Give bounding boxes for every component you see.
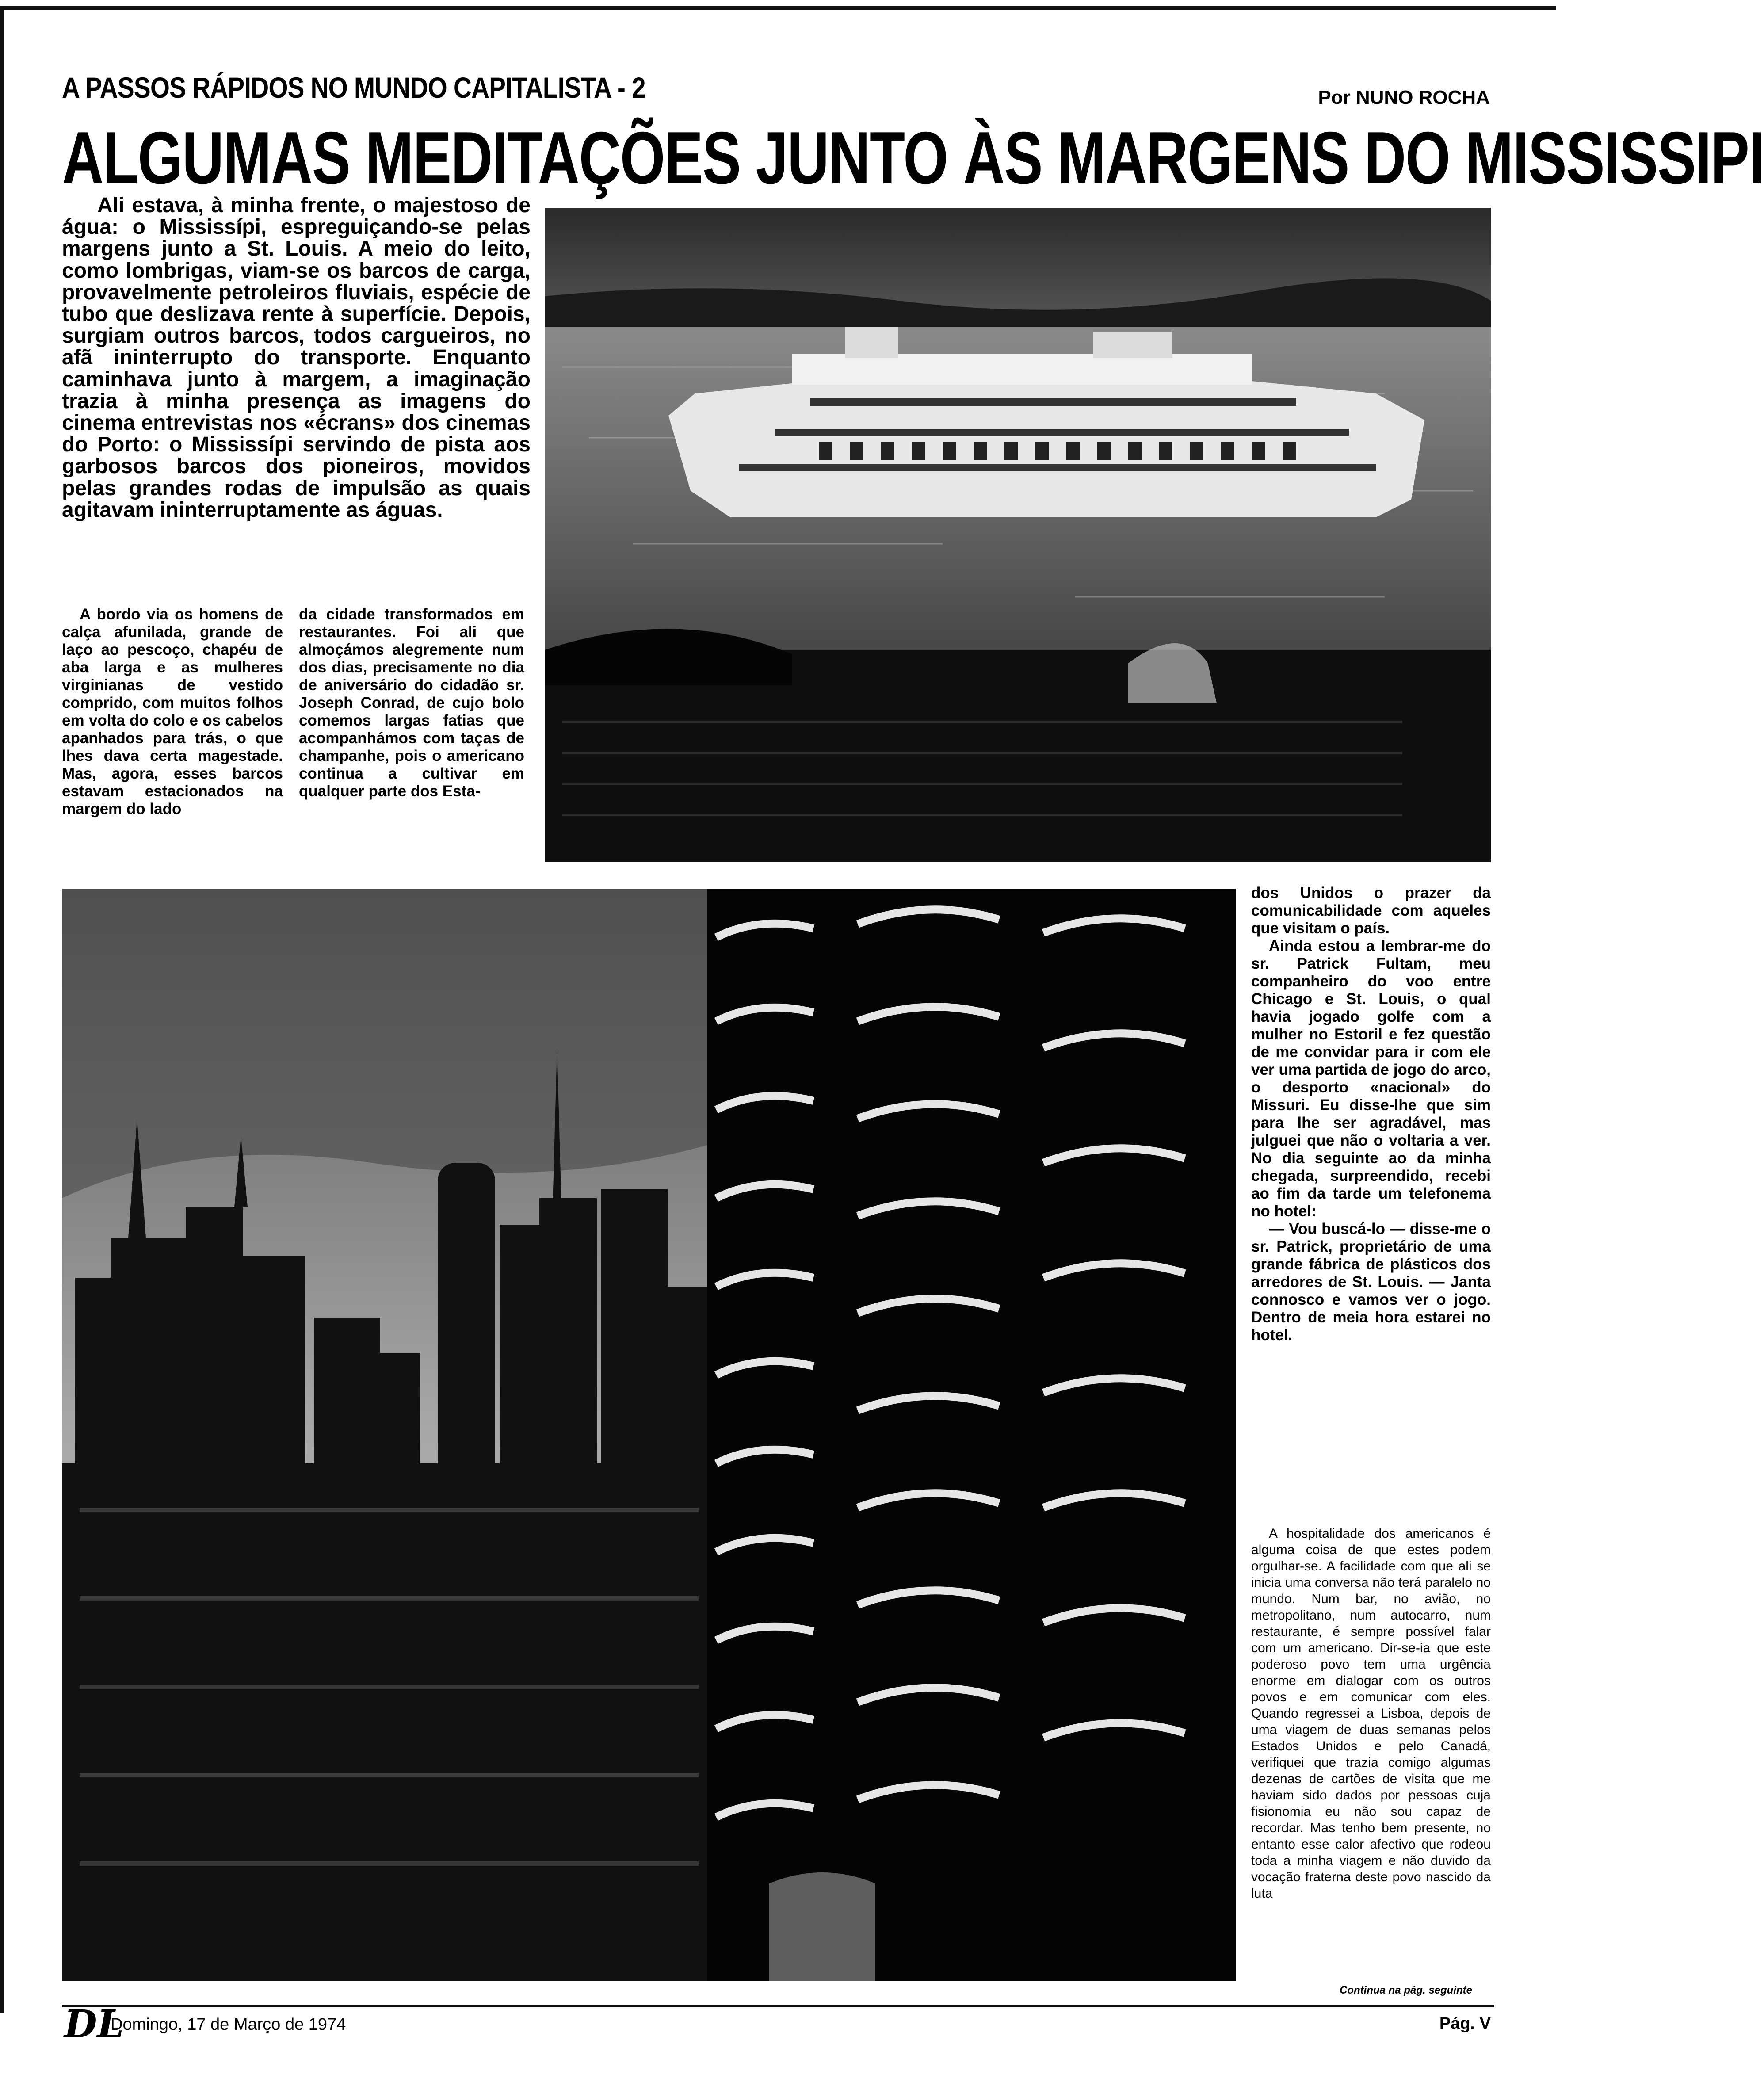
- column-4: [1251, 1525, 1491, 1902]
- issue-date: Domingo, 17 de Março de 1974: [111, 2015, 346, 2034]
- column-1: [62, 606, 283, 818]
- lead-text: Ali estava, à minha frente, o majestoso de água: o Mississípi, espreguiçando-se pelas margens junto a St. Louis. A meio do leito, como lombrigas, viam-se os barcos de carga, provavelmente petroleiros fluviais, espécie de tubo que deslizava rente à superfície. Depois, surgiam outros barcos, todos cargueiros, no afã ininterrupto do transporte. Enquanto caminhava junto à margem, a imaginação trazia à minha presença as imagens do cinema entrevistas nos «écrans» dos cinemas do Porto: o Mississípi servindo de pista aos garbosos barcos dos pioneiros, movidos pelas grandes rodas de impulsão as quais agitavam ininterruptamente as águas.: [62, 194, 531, 522]
- column-2: [299, 606, 524, 800]
- series-kicker: A PASSOS RÁPIDOS NO MUNDO CAPITALISTA - 2: [62, 71, 645, 104]
- riverboat-photo: [545, 208, 1491, 861]
- column-3-p3: — Vou buscá-lo — disse-me o sr. Patrick, proprietário de uma grande fábrica de plásticos dos arredores de St. Louis. — Janta connosco e vamos ver o jogo. Dentro de meia hora estarei no hotel.: [1251, 1220, 1491, 1344]
- footer-rule: [62, 2005, 1494, 2007]
- page-number: Pág. V: [1439, 2014, 1491, 2033]
- column-2-text: da cidade transformados em restaurantes. Foi ali que almoçámos alegremente num dos dias, precisamente no dia de aniversário do cidadão sr. Joseph Conrad, de cujo bolo comemos largas fatias que acompanhámos com taças de champanhe, pois o americano continua a cultivar em qualquer parte dos Esta-: [299, 606, 524, 800]
- top-border: [0, 6, 1556, 10]
- column-3-p2: Ainda estou a lembrar-me do sr. Patrick Fultam, meu companheiro do voo entre Chicago e St. Louis, o qual havia jogado golfe com a mulher no Estoril e fez questão de me convidar para ir com ele ver uma partida de jogo do arco, o desporto «nacional» do Missuri. Eu disse-lhe que sim para lhe ser agradável, mas julguei que não o voltaria a ver. No dia seguinte ao da minha chegada, surpreendido, recebi ao fim da tarde um telefonema no hotel:: [1251, 937, 1491, 1220]
- column-3: [1251, 884, 1491, 1344]
- newspaper-logo: DL: [64, 2002, 124, 2047]
- lead-paragraph: [62, 195, 531, 521]
- headline: ALGUMAS MEDITAÇÕES JUNTO ÀS MARGENS DO MISSISSIPI: [62, 116, 1764, 199]
- continued-note: Continua na pág. seguinte: [1340, 1984, 1473, 1996]
- column-4-text: A hospitalidade dos americanos é alguma coisa de que estes podem orgulhar-se. A facilidade com que ali se inicia uma conversa não terá paralelo no mundo. Num bar, no avião, no metropolitano, num autocarro, num restaurante, é sempre possível falar com um americano. Dir-se-ia que este poderoso povo tem uma urgência enorme em dialogar com os outros povos e em comunicar com eles. Quando regressei a Lisboa, depois de uma viagem de duas semanas pelos Estados Unidos e pelo Canadá, verifiquei que trazia comigo algumas dezenas de cartões de visita que me haviam sido dados por pessoas cuja fisionomia eu não sou capaz de recordar. Mas tenho bem presente, no entanto esse calor afectivo que rodeou toda a minha viagem e não duvido da vocação fraterna deste povo nascido da luta: [1251, 1526, 1491, 1901]
- column-1-text: A bordo via os homens de calça afunilada, grande de laço ao pescoço, chapéu de aba larga e as mulheres virginianas de vestido comprido, com muitos folhos em volta do colo e os cabelos apanhados para trás, o que lhes dava certa magestade. Mas, agora, esses barcos estavam estacionados na margem do lado: [62, 606, 283, 817]
- st-louis-skyline-photo: [62, 889, 1236, 1981]
- byline: Por NUNO ROCHA: [1318, 87, 1490, 108]
- left-border: [0, 6, 4, 2013]
- column-3-p1: dos Unidos o prazer da comunicabilidade com aqueles que visitam o país.: [1251, 884, 1491, 937]
